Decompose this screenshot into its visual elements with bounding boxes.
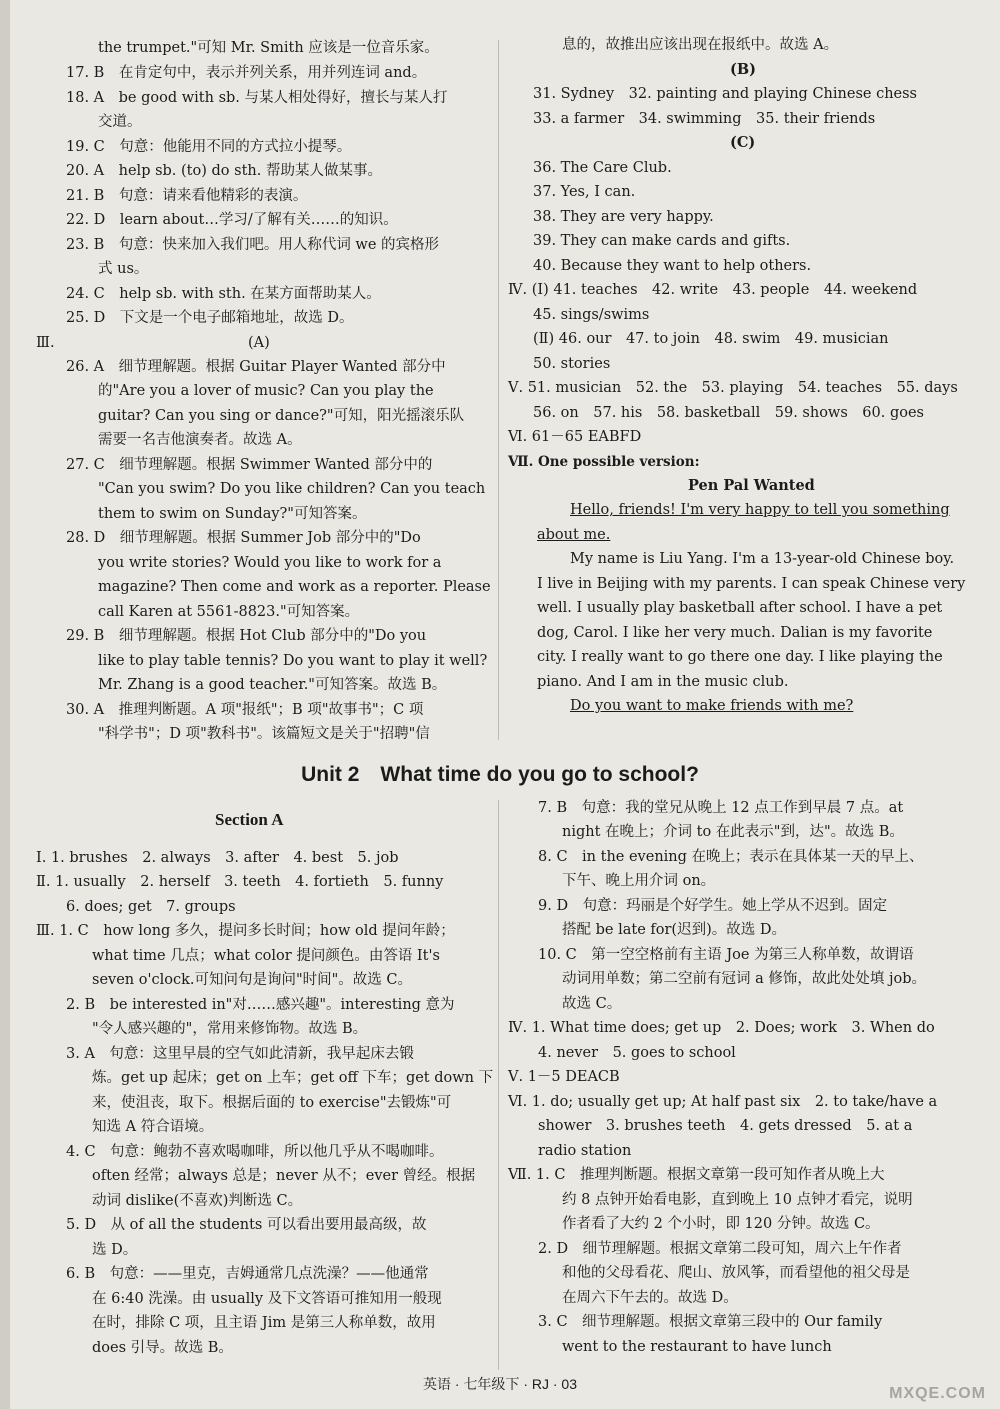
text-line: 炼。get up 起床；get on 上车；get off 下车；get down 下 [92,1070,494,1086]
text-line: 19. C 句意：他能用不同的方式拉小提琴。 [66,139,352,155]
text-line: Ⅵ. 1. do; usually get up; At half past six 2. to take/have a [508,1094,938,1110]
text-line: 20. A help sb. (to) do sth. 帮助某人做某事。 [66,163,382,179]
text-line: 动词用单数；第二空前有冠词 a 修饰，故此处处填 job。 [562,971,926,987]
text-line: Mr. Zhang is a good teacher."可知答案。故选 B。 [98,677,447,693]
text-line: 4. C 句意：鲍勃不喜欢喝咖啡，所以他几乎从不喝咖啡。 [66,1144,444,1160]
text-line: 在时，排除 C 项，且主语 Jim 是第三人称单数，故用 [92,1315,436,1331]
text-line: Ⅲ. 1. C how long 多久，提问多长时间；how old 提问年龄； [36,923,455,939]
text-line: 在 6:40 洗澡。由 usually 及下文答语可推知用一般现 [92,1291,442,1307]
text-line: magazine? Then come and work as a reporter. Please [98,579,491,595]
text-line: 在周六下午去的。故选 D。 [562,1290,738,1306]
essay-title: Pen Pal Wanted [688,477,815,494]
text-line: 3. A 句意：这里早晨的空气如此清新，我早起床去锻 [66,1046,414,1062]
text-line: Ⅶ. One possible version: [508,454,700,470]
watermark-logo: MXQE.COM [889,1385,986,1402]
text-line: 26. A 细节理解题。根据 Guitar Player Wanted 部分中 [66,359,446,375]
text-line: 知选 A 符合语境。 [92,1119,214,1135]
text-line: 息的，故推出应该出现在报纸中。故选 A。 [562,37,839,53]
text-line: 作者看了大约 2 个小时，即 120 分钟。故选 C。 [562,1216,880,1232]
essay-line: about me. [537,527,611,543]
text-line: 和他的父母看花、爬山、放风筝，而看望他的祖父母是 [562,1265,910,1281]
text-line: night 在晚上；介词 to 在此表示"到，达"。故选 B。 [562,824,904,840]
column-divider-top [498,40,499,740]
text-line: what time 几点；what color 提问颜色。由答语 It's [92,948,440,964]
text-line: 33. a farmer 34. swimming 35. their friends [533,111,876,127]
text-line: you write stories? Would you like to work for a [98,555,442,571]
section-numeral: Ⅲ. [36,335,55,351]
text-line: 38. They are very happy. [533,209,714,225]
text-line: 8. C in the evening 在晚上；表示在具体某一天的早上、 [538,849,924,865]
text-line: them to swim on Sunday?"可知答案。 [98,506,367,522]
text-line: Ⅳ. 1. What time does; get up 2. Does; work 3. When do [508,1020,935,1036]
essay-line: I live in Beijing with my parents. I can speak Chinese very [537,576,966,592]
text-line: Ⅰ. 1. brushes 2. always 3. after 4. best 5. job [36,850,399,866]
essay-line: piano. And I am in the music club. [537,674,789,690]
text-line: does 引导。故选 B。 [92,1340,233,1356]
text-line: "科学书"；D 项"教科书"。该篇短文是关于"招聘"信 [98,726,430,742]
essay-line: dog, Carol. I like her very much. Dalian is my favorite [537,625,933,641]
text-line: often 经常；always 总是；never 从不；ever 曾经。根据 [92,1168,476,1184]
text-line: 来，使沮丧，取下。根据后面的 to exercise"去锻炼"可 [92,1095,452,1111]
essay-line: Do you want to make friends with me? [570,698,854,714]
text-line: shower 3. brushes teeth 4. gets dressed 5. at a [538,1118,913,1134]
text-line: 3. C 细节理解题。根据文章第三段中的 Our family [538,1314,883,1330]
essay-line: Hello, friends! I'm very happy to tell you something [570,502,950,518]
essay-line: city. I really want to go there one day. I like playing the [537,649,943,665]
subsection-label: (B) [730,61,756,78]
essay-line: well. I usually play basketball after school. I have a pet [537,600,943,616]
text-line: 2. B be interested in"对……感兴趣"。interesting 意为 [66,997,455,1013]
page-footer: 英语 · 七年级下 · RJ · 03 [422,1376,577,1392]
text-line: 29. B 细节理解题。根据 Hot Club 部分中的"Do you [66,628,427,644]
text-line: Ⅴ. 51. musician 52. the 53. playing 54. teaches 55. days [508,380,958,396]
text-line: 5. D 从 of all the students 可以看出要用最高级，故 [66,1217,427,1233]
text-line: Ⅵ. 61－65 EABFD [508,429,642,445]
text-line: 2. D 细节理解题。根据文章第二段可知，周六上午作者 [538,1241,902,1257]
section-title: Section A [215,810,284,829]
text-line: 搭配 be late for(迟到)。故选 D。 [562,922,786,938]
text-line: 56. on 57. his 58. basketball 59. shows 60. goes [533,405,924,421]
text-line: 需要一名吉他演奏者。故选 A。 [98,432,302,448]
text-line: (Ⅱ) 46. our 47. to join 48. swim 49. musician [533,331,889,347]
text-line: 45. sings/swims [533,307,650,323]
text-line: 36. The Care Club. [533,160,672,176]
text-line: "Can you swim? Do you like children? Can you teach [98,481,486,497]
text-line: 25. D 下文是一个电子邮箱地址，故选 D。 [66,310,354,326]
text-line: 10. C 第一空空格前有主语 Joe 为第三人称单数，故谓语 [538,947,914,963]
column-divider-bottom [498,800,499,1370]
text-line: "令人感兴趣的"，常用来修饰物。故选 B。 [92,1021,368,1037]
text-line: 选 D。 [92,1242,138,1258]
text-line: seven o'clock.可知问句是询问"时间"。故选 C。 [92,972,413,988]
text-line: 28. D 细节理解题。根据 Summer Job 部分中的"Do [66,530,421,546]
text-line: 故选 C。 [562,996,622,1012]
text-line: Ⅳ. (Ⅰ) 41. teaches 42. write 43. people 44. weekend [508,282,918,298]
text-line: Ⅴ. 1－5 DEACB [508,1069,620,1085]
text-line: 22. D learn about…学习/了解有关……的知识。 [66,212,398,228]
text-line: 约 8 点钟开始看电影，直到晚上 10 点钟才看完，说明 [562,1192,913,1208]
text-line: radio station [538,1143,632,1159]
subsection-label: (C) [730,134,756,151]
text-line: 39. They can make cards and gifts. [533,233,791,249]
text-line: Ⅱ. 1. usually 2. herself 3. teeth 4. fortieth 5. funny [36,874,444,890]
text-line: guitar? Can you sing or dance?"可知，阳光摇滚乐队 [98,408,465,424]
text-line: 50. stories [533,356,611,372]
unit-title: Unit 2 What time do you go to school? [301,763,699,786]
text-line: 7. B 句意：我的堂兄从晚上 12 点工作到早晨 7 点。at [538,800,904,816]
text-line: 的"Are you a lover of music? Can you play the [98,383,434,399]
text-line: 4. never 5. goes to school [538,1045,736,1061]
text-line: Ⅶ. 1. C 推理判断题。根据文章第一段可知作者从晚上大 [508,1167,885,1183]
book-spine [0,0,10,1409]
text-line: 动词 dislike(不喜欢)判断选 C。 [92,1193,303,1209]
subsection-label: (A) [248,335,270,351]
text-line: 31. Sydney 32. painting and playing Chinese chess [533,86,917,102]
text-line: 6. B 句意：——里克，吉姆通常几点洗澡？——他通常 [66,1266,429,1282]
text-line: like to play table tennis? Do you want to play it well? [98,653,488,669]
text-line: 37. Yes, I can. [533,184,636,200]
text-line: 17. B 在肯定句中，表示并列关系，用并列连词 and。 [66,65,427,81]
text-line: 下午、晚上用介词 on。 [562,873,716,889]
text-line: 式 us。 [98,261,149,277]
text-line: 交道。 [98,114,142,130]
text-line: 30. A 推理判断题。A 项"报纸"；B 项"故事书"；C 项 [66,702,424,718]
text-line: 18. A be good with sb. 与某人相处得好，擅长与某人打 [66,90,448,106]
text-line: the trumpet."可知 Mr. Smith 应该是一位音乐家。 [98,40,439,56]
text-line: 21. B 句意：请来看他精彩的表演。 [66,188,308,204]
text-line: 6. does; get 7. groups [66,899,236,915]
text-line: 23. B 句意：快来加入我们吧。用人称代词 we 的宾格形 [66,237,440,253]
text-line: 24. C help sb. with sth. 在某方面帮助某人。 [66,286,381,302]
text-line: call Karen at 5561-8823."可知答案。 [98,604,360,620]
text-line: 40. Because they want to help others. [533,258,812,274]
text-line: went to the restaurant to have lunch [562,1339,832,1355]
text-line: 9. D 句意：玛丽是个好学生。她上学从不迟到。固定 [538,898,888,914]
text-line: 27. C 细节理解题。根据 Swimmer Wanted 部分中的 [66,457,433,473]
essay-line: My name is Liu Yang. I'm a 13-year-old Chinese boy. [570,551,955,567]
